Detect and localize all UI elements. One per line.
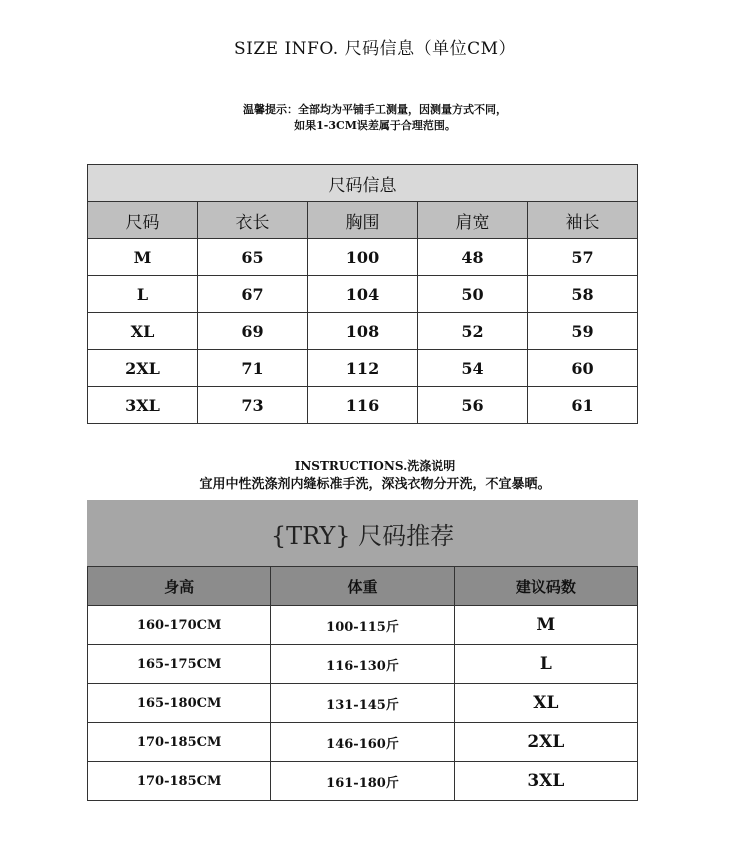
- header-shoulder: 肩宽: [418, 202, 528, 239]
- cell-height: 165-175CM: [88, 645, 271, 684]
- size-recommendation-banner: {TRY} 尺码推荐: [87, 500, 638, 566]
- cell-weight: 116-130斤: [271, 645, 454, 684]
- size-table-caption: 尺码信息: [88, 165, 638, 202]
- instructions-title: INSTRUCTIONS.洗涤说明: [294, 459, 456, 473]
- cell-weight: 100-115斤: [271, 606, 454, 645]
- header-recommended-size: 建议码数: [454, 567, 637, 606]
- cell-length: 71: [198, 350, 308, 387]
- table-row: [88, 313, 638, 350]
- cell-length: 67: [198, 276, 308, 313]
- cell-shoulder: 56: [418, 387, 528, 424]
- table-row: [88, 276, 638, 313]
- header-sleeve: 袖长: [528, 202, 638, 239]
- header-height: 身高: [88, 567, 271, 606]
- cell-weight: 131-145斤: [271, 684, 454, 723]
- cell-chest: 112: [308, 350, 418, 387]
- header-size: 尺码: [88, 202, 198, 239]
- cell-height: 165-180CM: [88, 684, 271, 723]
- table-row: [88, 723, 638, 762]
- cell-size: 3XL: [88, 387, 198, 424]
- cell-chest: 100: [308, 239, 418, 276]
- table-row: [88, 645, 638, 684]
- cell-recommended-size: 3XL: [454, 762, 637, 801]
- cell-length: 65: [198, 239, 308, 276]
- header-length: 衣长: [198, 202, 308, 239]
- table-row: [88, 350, 638, 387]
- cell-recommended-size: L: [454, 645, 637, 684]
- measurement-note-line-1: 温馨提示：全部均为平铺手工测量，因测量方式不同，: [243, 103, 507, 116]
- table-row: [88, 239, 638, 276]
- cell-sleeve: 61: [528, 387, 638, 424]
- cell-height: 160-170CM: [88, 606, 271, 645]
- cell-shoulder: 52: [418, 313, 528, 350]
- size-table-header-row: [88, 202, 638, 239]
- cell-shoulder: 54: [418, 350, 528, 387]
- cell-recommended-size: M: [454, 606, 637, 645]
- size-info-table: [87, 164, 638, 424]
- cell-shoulder: 50: [418, 276, 528, 313]
- cell-sleeve: 60: [528, 350, 638, 387]
- cell-chest: 116: [308, 387, 418, 424]
- cell-size: L: [88, 276, 198, 313]
- cell-shoulder: 48: [418, 239, 528, 276]
- cell-recommended-size: 2XL: [454, 723, 637, 762]
- measurement-note-line-2: 如果1-3CM误差属于合理范围。: [294, 119, 456, 132]
- page-title: SIZE INFO. 尺码信息（单位CM）: [233, 39, 517, 59]
- cell-height: 170-185CM: [88, 723, 271, 762]
- recommendation-header-row: [88, 567, 638, 606]
- instructions-text: 宜用中性洗涤剂内缝标准手洗，深浅衣物分开洗，不宜暴晒。: [199, 477, 551, 492]
- cell-height: 170-185CM: [88, 762, 271, 801]
- header-chest: 胸围: [308, 202, 418, 239]
- cell-weight: 146-160斤: [271, 723, 454, 762]
- table-row: [88, 606, 638, 645]
- cell-weight: 161-180斤: [271, 762, 454, 801]
- cell-length: 69: [198, 313, 308, 350]
- size-recommendation-table: [87, 566, 638, 801]
- cell-sleeve: 58: [528, 276, 638, 313]
- cell-recommended-size: XL: [454, 684, 637, 723]
- cell-sleeve: 57: [528, 239, 638, 276]
- cell-chest: 104: [308, 276, 418, 313]
- cell-chest: 108: [308, 313, 418, 350]
- table-row: [88, 387, 638, 424]
- cell-sleeve: 59: [528, 313, 638, 350]
- cell-size: XL: [88, 313, 198, 350]
- cell-size: M: [88, 239, 198, 276]
- cell-length: 73: [198, 387, 308, 424]
- header-weight: 体重: [271, 567, 454, 606]
- table-row: [88, 684, 638, 723]
- table-row: [88, 762, 638, 801]
- cell-size: 2XL: [88, 350, 198, 387]
